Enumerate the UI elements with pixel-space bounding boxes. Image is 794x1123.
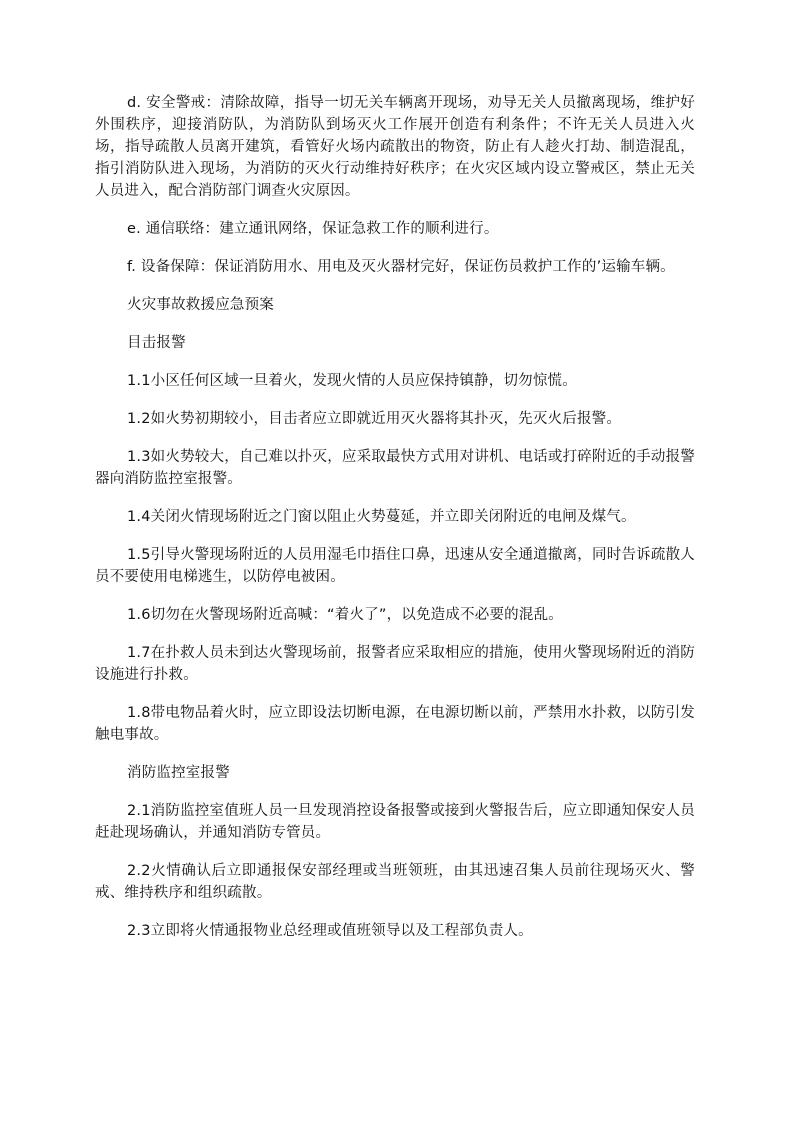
heading-witness-alarm: 目击报警: [127, 335, 186, 351]
paragraph-security-cordon: d. 安全警戒：清除故障，指导一切无关车辆离开现场，劝导无关人员撤离现场，维护好外围秩序，迎接消防队，为消防队到场灭火工作展开创造有利条件；不许无关人员进入火场，指导疏散人员离开建筑，看管好火场内疏散出的物资，防止有人趁火打劫、制造混乱，指引消防队进入现场，为消防的灭火行动维持好秩序；在火灾区域内设立警戒区，禁止无关人员进入，配合消防部门调查火灾原因。: [95, 95, 695, 199]
paragraph-2-3: 2.3立即将火情通报物业总经理或值班领导以及工程部负责人。: [127, 923, 533, 939]
paragraph-1-3: 1.3如火势较大，自己难以扑灭，应采取最快方式用对讲机、电话或打碎附近的手动报警器向消防监控室报警。: [95, 449, 695, 487]
paragraph-1-4: 1.4关闭火情现场附近之门窗以阻止火势蔓延，并立即关闭附近的电闸及煤气。: [127, 509, 636, 525]
paragraph-2-2: 2.2火情确认后立即通报保安部经理或当班领班，由其迅速召集人员前往现场灭火、警戒、维持秩序和组织疏散。: [95, 863, 695, 901]
paragraph-1-8: 1.8带电物品着火时，应立即设法切断电源，在电源切断以前，严禁用水扑救，以防引发触电事故。: [95, 705, 695, 743]
paragraph-1-2: 1.2如火势初期较小，目击者应立即就近用灭火器将其扑灭，先灭火后报警。: [127, 411, 622, 427]
paragraph-1-1: 1.1小区任何区域一旦着火，发现火情的人员应保持镇静，切勿惊慌。: [127, 373, 577, 389]
heading-monitoring-room-alarm: 消防监控室报警: [127, 765, 230, 781]
paragraph-equipment-support: f. 设备保障：保证消防用水、用电及灭火器材完好，保证伤员救护工作的’运输车辆。: [127, 259, 675, 275]
paragraph-1-7: 1.7在扑救人员未到达火警现场前，报警者应采取相应的措施，使用火警现场附近的消防设施进行扑救。: [95, 645, 695, 683]
paragraph-1-5: 1.5引导火警现场附近的人员用湿毛巾捂住口鼻，迅速从安全通道撤离，同时告诉疏散人员不要使用电梯逃生，以防停电被困。: [95, 547, 695, 585]
heading-fire-emergency-plan: 火灾事故救援应急预案: [127, 297, 274, 313]
paragraph-2-1: 2.1消防监控室值班人员一旦发现消控设备报警或接到火警报告后，应立即通知保安人员赶赴现场确认，并通知消防专管员。: [95, 803, 695, 841]
paragraph-communication: e. 通信联络：建立通讯网络，保证急救工作的顺利进行。: [127, 221, 499, 237]
paragraph-1-6: 1.6切勿在火警现场附近高喊：“着火了”，以免造成不必要的混乱。: [127, 607, 563, 623]
document-body: [95, 92, 695, 958]
